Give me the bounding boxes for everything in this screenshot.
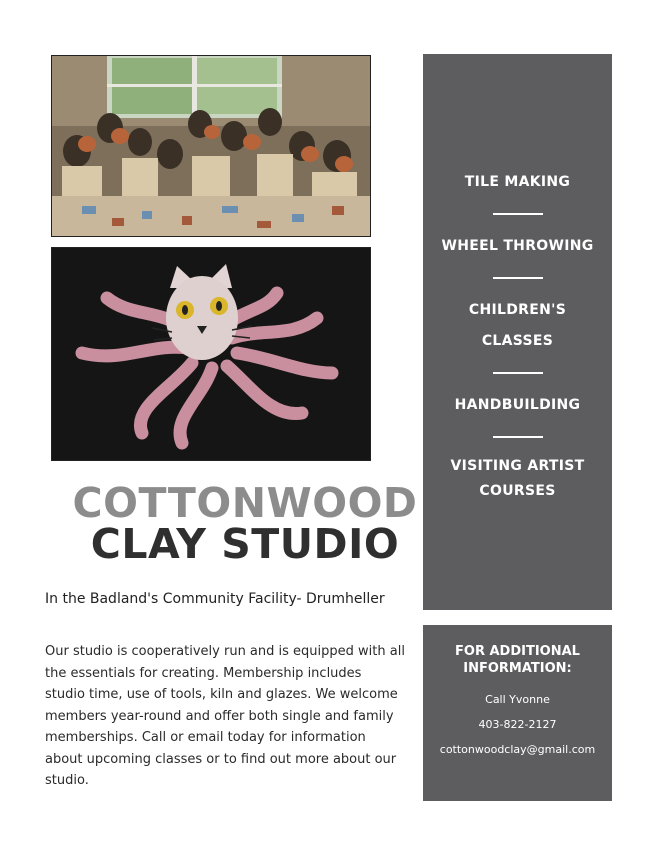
service-tile-making (465, 167, 570, 198)
contact-panel (423, 625, 612, 801)
contact-phone[interactable]: 403-822-2127 (478, 718, 557, 731)
service-label: HANDBUILDING (454, 397, 581, 413)
service-label: CLASSES (481, 333, 554, 349)
studio-title-line-2: CLAY STUDIO (90, 520, 400, 568)
services-panel (423, 54, 612, 610)
studio-title-line-1: COTTONWOOD (72, 479, 418, 527)
service-handbuilding (455, 390, 581, 421)
service-label: CHILDREN'S (468, 302, 567, 318)
service-label: COURSES (479, 483, 556, 499)
contact-email[interactable]: cottonwoodclay@gmail.com (439, 743, 596, 756)
kids-with-masks-photo (51, 55, 371, 237)
divider (493, 277, 543, 279)
divider (493, 213, 543, 215)
service-label: TILE MAKING (464, 174, 571, 190)
service-childrens-classes (469, 295, 566, 357)
studio-description: Our studio is cooperatively run and is equipped with all the essentials for creating. Membership includes studio time, use of tools, kiln and glazes. We welcome members year-round and offer both single and family memberships. Call or email today for information about upcoming classes or to find out more about our studio. (45, 644, 405, 788)
service-wheel-throwing (441, 231, 593, 262)
clay-cat-sculpture-photo (51, 247, 371, 461)
contact-heading-line-2: INFORMATION: (463, 661, 572, 676)
location-text: In the Badland's Community Facility- Drumheller (45, 591, 385, 607)
divider (493, 372, 543, 374)
service-label: WHEEL THROWING (441, 238, 594, 254)
service-label: VISITING ARTIST (450, 458, 585, 474)
contact-heading-line-1: FOR ADDITIONAL (455, 644, 580, 659)
contact-name: Call Yvonne (485, 693, 550, 706)
service-visiting-artist (450, 454, 584, 504)
divider (493, 436, 543, 438)
contact-heading (423, 643, 612, 677)
